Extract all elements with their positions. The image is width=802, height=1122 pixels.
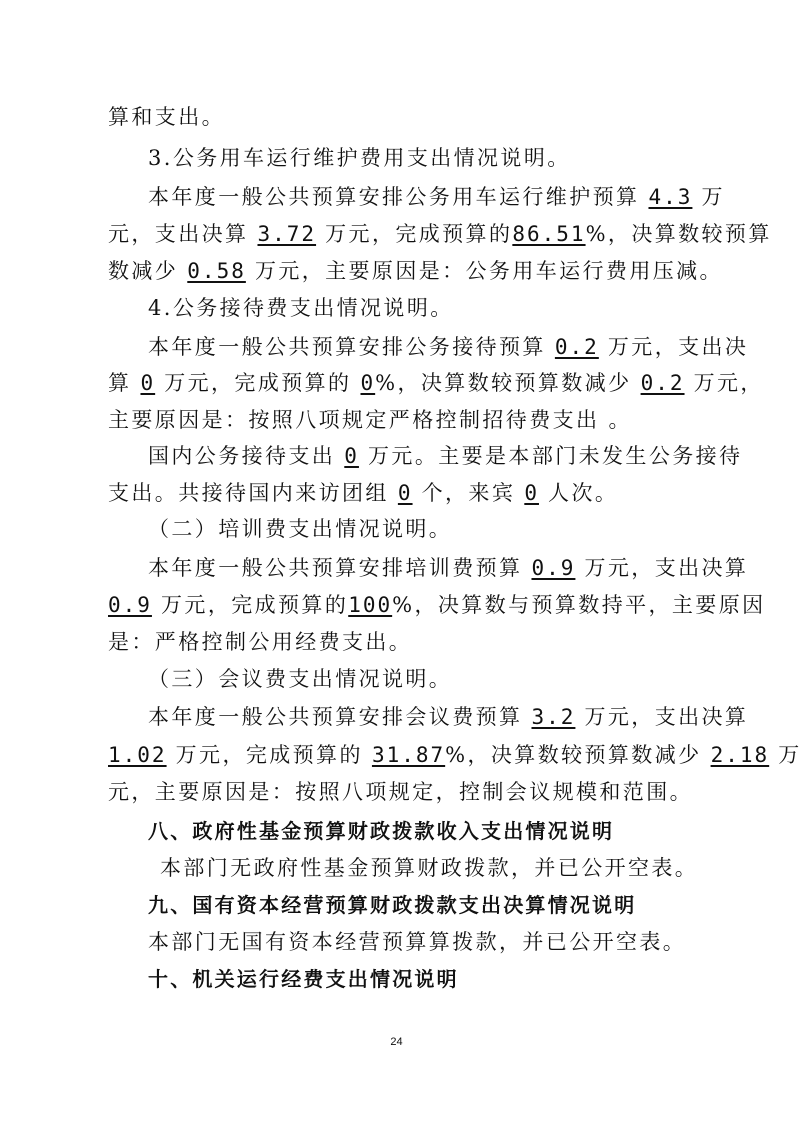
value-field: 1.02 bbox=[108, 743, 167, 767]
text-run: 元，主要原因是：按照八项规定，控制会议规模和范围。 bbox=[108, 780, 693, 804]
value-field: 0.9 bbox=[531, 556, 576, 580]
text-run: 个，来宾 bbox=[421, 481, 516, 505]
value-field: 31.87 bbox=[371, 743, 446, 767]
value-field: 0 bbox=[140, 371, 156, 395]
text-run: 万元， bbox=[693, 371, 764, 395]
value-field: 0.9 bbox=[108, 593, 152, 617]
text-run: 万元，完成预算的 bbox=[161, 593, 349, 617]
text-line bbox=[108, 628, 412, 656]
section-heading bbox=[148, 891, 636, 919]
text-run: 人次。 bbox=[548, 481, 619, 505]
text-run: %，决算数较预算数减少 bbox=[375, 371, 632, 395]
section-title: 八、政府性基金预算财政拨款收入支出情况说明 bbox=[148, 819, 615, 843]
text-run: 本部门无国有资本经营预算算拨款，并已公开空表。 bbox=[148, 930, 687, 954]
text-line bbox=[108, 369, 764, 397]
text-line bbox=[108, 103, 225, 131]
subsection-title: 3.公务用车运行维护费用支出情况说明。 bbox=[148, 146, 571, 170]
subsection-heading bbox=[148, 665, 452, 693]
value-field: 0 bbox=[524, 481, 539, 505]
text-run: 万元，支出决算 bbox=[584, 705, 749, 729]
text-run: 算和支出。 bbox=[108, 105, 225, 129]
value-field: 3.72 bbox=[257, 222, 317, 246]
text-line bbox=[108, 220, 772, 248]
text-run: 万 bbox=[701, 185, 725, 209]
subsection-title: （二）培训费支出情况说明。 bbox=[148, 517, 453, 541]
text-line bbox=[148, 442, 742, 470]
text-run: 万 bbox=[778, 743, 802, 767]
text-run: 元，支出决算 bbox=[108, 222, 249, 246]
subsection-heading bbox=[148, 144, 571, 172]
text-run: 是：严格控制公用经费支出。 bbox=[108, 630, 413, 654]
text-run: 本年度一般公共预算安排培训费预算 bbox=[148, 556, 523, 580]
text-run: 万元，完成预算的 bbox=[325, 222, 513, 246]
text-line bbox=[108, 479, 618, 507]
text-line bbox=[148, 703, 748, 731]
text-run: 万元，支出决 bbox=[607, 335, 749, 359]
section-heading bbox=[148, 965, 459, 993]
text-run: %，决算数较预算 bbox=[585, 222, 772, 246]
section-title: 十、机关运行经费支出情况说明 bbox=[148, 967, 459, 991]
value-field: 0 bbox=[397, 481, 413, 505]
text-run: 国内公务接待支出 bbox=[148, 444, 336, 468]
section-heading bbox=[148, 817, 614, 845]
value-field: 2.18 bbox=[710, 743, 770, 767]
text-line bbox=[148, 554, 748, 582]
value-field: 0.2 bbox=[554, 335, 599, 359]
subsection-title: （三）会议费支出情况说明。 bbox=[148, 667, 453, 691]
text-line bbox=[108, 778, 693, 806]
text-run: 万元，主要原因是：公务用车运行费用压减。 bbox=[254, 259, 723, 283]
subsection-heading bbox=[148, 515, 452, 543]
text-line bbox=[160, 854, 698, 882]
value-field: 0.2 bbox=[640, 371, 685, 395]
page-number: 24 bbox=[390, 1036, 403, 1048]
value-field: 100 bbox=[348, 593, 393, 617]
subsection-heading bbox=[148, 294, 454, 322]
text-run: 支出。共接待国内来访团组 bbox=[108, 481, 389, 505]
text-run: 万元。主要是本部门未发生公务接待 bbox=[368, 444, 743, 468]
text-run: %，决算数与预算数持平，主要原因 bbox=[392, 593, 766, 617]
text-run: 主要原因是：按照八项规定严格控制招待费支出 。 bbox=[108, 408, 632, 432]
text-line bbox=[108, 741, 802, 769]
text-run: 算 bbox=[108, 371, 132, 395]
text-run: 万元，支出决算 bbox=[584, 556, 749, 580]
value-field: 0.58 bbox=[187, 259, 246, 283]
section-title: 九、国有资本经营预算财政拨款支出决算情况说明 bbox=[148, 893, 637, 917]
text-line bbox=[148, 183, 725, 211]
text-line bbox=[108, 406, 632, 434]
value-field: 0 bbox=[360, 371, 376, 395]
text-line bbox=[148, 928, 686, 956]
text-run: 万元，完成预算的 bbox=[164, 371, 352, 395]
text-run: 本年度一般公共预算安排会议费预算 bbox=[148, 705, 523, 729]
text-line bbox=[108, 591, 766, 619]
text-line bbox=[148, 333, 748, 361]
text-line bbox=[108, 257, 723, 285]
text-run: 本部门无政府性基金预算财政拨款，并已公开空表。 bbox=[160, 856, 699, 880]
subsection-title: 4.公务接待费支出情况说明。 bbox=[148, 296, 454, 320]
value-field: 0 bbox=[344, 444, 359, 468]
text-run: 万元，完成预算的 bbox=[175, 743, 363, 767]
text-run: %，决算数较预算数减少 bbox=[445, 743, 702, 767]
value-field: 86.51 bbox=[512, 222, 586, 246]
text-run: 数减少 bbox=[108, 259, 179, 283]
text-run: 本年度一般公共预算安排公务接待预算 bbox=[148, 335, 546, 359]
value-field: 3.2 bbox=[531, 705, 576, 729]
value-field: 4.3 bbox=[648, 185, 693, 209]
text-run: 本年度一般公共预算安排公务用车运行维护预算 bbox=[148, 185, 640, 209]
